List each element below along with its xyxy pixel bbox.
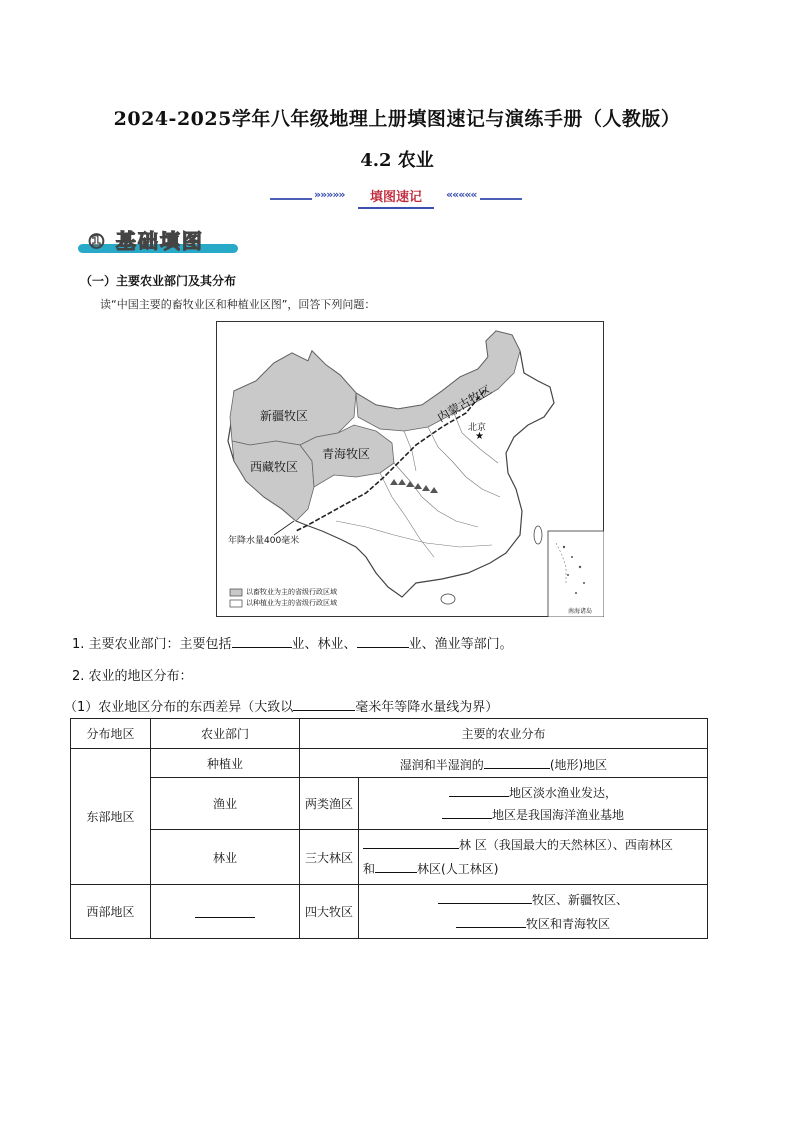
taiwan-island [534,526,542,544]
cell-east: 东部地区 [71,749,151,885]
forestry-line1: 林 区（我国最大的天然林区）、西南林区 [459,838,673,852]
forestry-blank-2[interactable] [375,858,417,873]
banner-left-line [270,198,312,200]
q1-mid2: 业、渔业等部门。 [408,637,513,652]
q1-prefix: 1. 主要农业部门：主要包括 [72,637,232,652]
planting-blank[interactable] [484,754,550,769]
section-heading: （一）主要农业部门及其分布 [80,274,237,288]
label-nanhai: 南海诸岛 [568,608,593,615]
header-sector: 农业部门 [151,719,300,749]
pasture-blank-1[interactable] [438,889,532,904]
pasture-line2: 牧区和青海牧区 [525,916,610,931]
q1-blank-2[interactable] [357,633,409,648]
document-title: 2024-2025学年八年级地理上册填图速记与演练手册（人教版） [113,108,681,130]
china-agriculture-map [216,321,604,617]
planting-text-a: 湿润和半湿润的 [399,757,484,772]
cell-fishery-text [359,778,708,830]
section-pill-label: ① 基础填图 [88,229,204,253]
planting-text-b: (地形)地区 [549,757,608,772]
table-row-planting [71,749,708,778]
cell-forestry-sub: 三大林区 [300,830,359,885]
section-subtitle: 4.2 农业 [360,150,434,171]
question-1 [72,633,513,652]
label-xizang: 西藏牧区 [250,460,299,474]
label-beijing: 北京 [468,423,487,433]
forestry-line2a: 和 [363,862,376,876]
west-sector-blank[interactable] [195,903,255,918]
q2-1-prefix: （1）农业地区分布的东西差异（大致以 [64,700,294,715]
pasture-blank-2[interactable] [456,913,526,928]
fishery-blank-2[interactable] [442,804,492,819]
legend-swatch-pasture [230,589,242,596]
question-2-1 [64,696,498,715]
banner-right-chevrons: ««««« [446,188,477,201]
table-row-west [71,885,708,939]
label-xinjiang: 新疆牧区 [260,409,309,423]
legend-crop-text: 以种植业为主的省级行政区域 [246,599,337,607]
cell-fishery: 渔业 [151,778,300,830]
table-header-row [71,719,708,749]
pasture-line1: 牧区、新疆牧区、 [531,892,628,907]
agriculture-distribution-table [70,718,708,939]
cell-pasture-sub: 四大牧区 [300,885,359,939]
q2-1-blank[interactable] [293,696,355,711]
legend-pasture-text: 以畜牧业为主的省级行政区域 [246,588,337,596]
fishery-line2: 地区是我国海洋渔业基地 [491,807,624,822]
cell-planting-text [300,749,708,778]
cell-planting: 种植业 [151,749,300,778]
cell-pasture-text [359,885,708,939]
banner-left-chevrons: »»»»» [314,188,345,201]
hainan-island [441,594,455,604]
forestry-line2b: 林区(人工林区) [417,862,499,876]
fishery-blank-1[interactable] [449,782,509,797]
header-region: 分布地区 [71,719,151,749]
cell-forestry: 林业 [151,830,300,885]
banner-right-line [480,198,522,200]
section-banner [270,184,522,210]
cell-west: 西部地区 [71,885,151,939]
cell-fishery-sub: 两类渔区 [300,778,359,830]
label-qinghai: 青海牧区 [322,447,371,461]
legend-swatch-crop [230,600,242,607]
cell-west-sector [151,885,300,939]
fishery-line1: 地区淡水渔业发达， [508,785,617,800]
q2-1-suffix: 毫米年等降水量线为界） [355,700,499,715]
cell-forestry-text [359,830,708,885]
q1-mid1: 业、林业、 [291,637,357,652]
question-2: 2. 农业的地区分布： [72,669,193,684]
forestry-blank-1[interactable] [363,834,459,849]
banner-label: 填图速记 [358,186,434,209]
label-neimenggu: 内蒙古牧区 [435,382,494,425]
map-instruction: 读“中国主要的畜牧业区和种植业区图”，回答下列问题： [100,298,376,311]
label-isohyet: 年降水量400毫米 [228,536,300,546]
header-distribution: 主要的农业分布 [300,719,708,749]
section-pill [74,226,242,254]
table-row-fishery [71,778,708,830]
q1-blank-1[interactable] [232,633,292,648]
table-row-forestry [71,830,708,885]
beijing-star: ★ [475,431,484,442]
